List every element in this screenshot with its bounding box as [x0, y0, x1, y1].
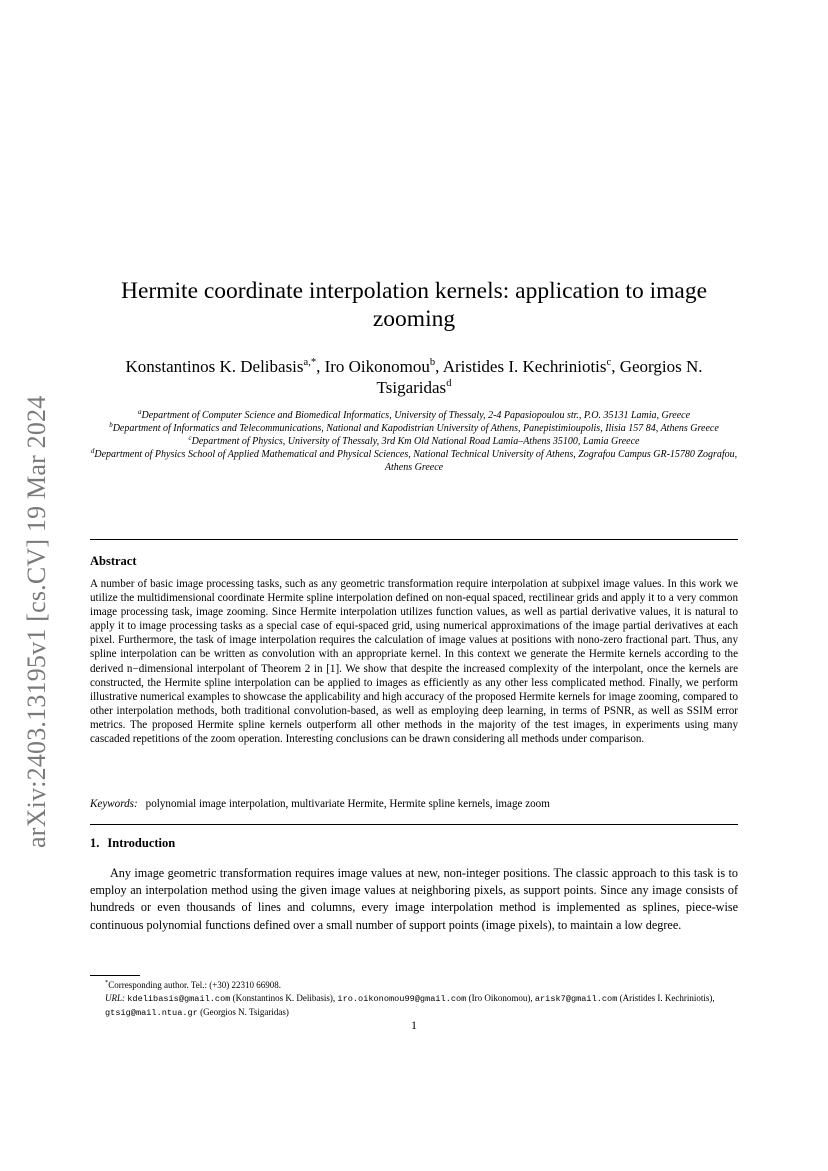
keywords-label: Keywords:	[90, 798, 138, 810]
email-link[interactable]: iro.oikonomou99@gmail.com	[337, 994, 467, 1004]
author-list	[90, 356, 738, 398]
author: Konstantinos K. Delibasis$^{a,*}$,	[125, 357, 325, 376]
author: Iro Oikonomou$^b$,	[324, 357, 443, 376]
abstract-heading: Abstract	[90, 554, 137, 568]
footnote-rule	[90, 975, 140, 976]
page-number: 1	[411, 1018, 417, 1032]
corresponding-author-note: *Corresponding author. Tel.: (+30) 22310 66908.	[105, 979, 282, 990]
divider	[90, 824, 738, 825]
email-link[interactable]: gtsig@mail.ntua.gr	[105, 1008, 198, 1018]
email-link[interactable]: kdelibasis@gmail.com	[127, 994, 231, 1004]
affiliation: $^c$Department of Physics, University of Thessaly, 3rd Km Old National Road Lamia–Athens 35100, Lamia Greece	[188, 433, 640, 447]
abstract-text: A number of basic image processing tasks, such as any geometric transformation require interpolation at subpixel image values. In this work we utilize the multidimensional coordinate Hermite spline interpolation defined on non-equal spaced, rectilinear grids and apply it to a very common image processing task, image zooming. Since Hermite interpolation utilizes function values, as well as partial derivative values, it is natural to apply it to image processing tasks as a special case of equi-spaced grid, using numerical approximations of the image partial derivatives at each pixel. Furthermore, the task of image interpolation requires the calculation of image values at positions with nono-zero fractional part. Thus, any spline interpolation can be written as convolution with an appropriate kernel. In this context we generate the Hermite kernels according to the derived n−dimensional interpolant of Theorem 2 in [1]. We show that despite the increased complexity of the interpolant, once the kernels are constructed, the Hermite spline interpolation can be applied to images as efficiently as any other less complicated method. Finally, we perform illustrative numerical examples to showcase the applicability and high accuracy of the proposed Hermite kernels for image zooming, compared to other interpolation methods, both traditional convolution-based, as well as employing deep learning, in terms of PSNR, as well as SSIM error metrics. The proposed Hermite spline kernels outperform all other methods in the majority of the test images, in experiments using many cascaded repetitions of the zoom operation. Interesting conclusions can be drawn considering all methods under comparison.	[90, 578, 738, 746]
author: Aristides I. Kechriniotis$^c$,	[442, 357, 620, 376]
keywords-text: polynomial image interpolation, multivariate Hermite, Hermite spline kernels, image zoom	[145, 798, 550, 810]
section-heading: 1. Introduction	[90, 836, 176, 850]
affiliation: $^d$Department of Physics School of Applied Mathematical and Physical Sciences, National Technical University of Athens, Zografou Campus GR-15780 Zografou, Athens Greece	[90, 446, 738, 473]
keywords	[90, 797, 738, 811]
affiliation: $^b$Department of Informatics and Telecommunications, National and Kapodistrian University of Athens, Panepistimioupolis, Ilisia 157 84, Athens Greece	[109, 420, 719, 434]
affiliation: $^a$Department of Computer Science and Biomedical Informatics, University of Thessaly, 2-4 Papasiopoulou str., P.O. 35131 Lamia, Greece	[137, 407, 691, 421]
email-link[interactable]: arisk7@gmail.com	[534, 994, 618, 1004]
divider	[90, 539, 738, 540]
author: Georgios N. Tsigaridas$^d$	[376, 357, 703, 397]
email-list: URL: kdelibasis@gmail.com (Konstantinos K. Delibasis), iro.oikonomou99@gmail.com (Iro Oikonomou), arisk7@gmail.com (Aristides I. Kechriniotis), gtsig@mail.ntua.gr (Georgios N. Tsigaridas)	[105, 993, 715, 1018]
footnotes	[90, 979, 738, 1020]
paper-title: Hermite coordinate interpolation kernels: application to image zooming	[121, 278, 707, 332]
section-text: Any image geometric transformation requires image values at new, non-integer positions. The classic approach to this task is to employ an interpolation method using the given image values at neighboring pixels, as support points. Since any image consists of hundreds or even thousands of lines and columns, every image interpolation method is implemented as splines, piece-wise continuous polynomial functions defined over a small number of support points (image pixels), to maintain a low degree.	[90, 866, 738, 932]
affiliation-list	[90, 409, 738, 474]
arxiv-watermark: arXiv:2403.13195v1 [cs.CV] 19 Mar 2024	[22, 395, 51, 848]
